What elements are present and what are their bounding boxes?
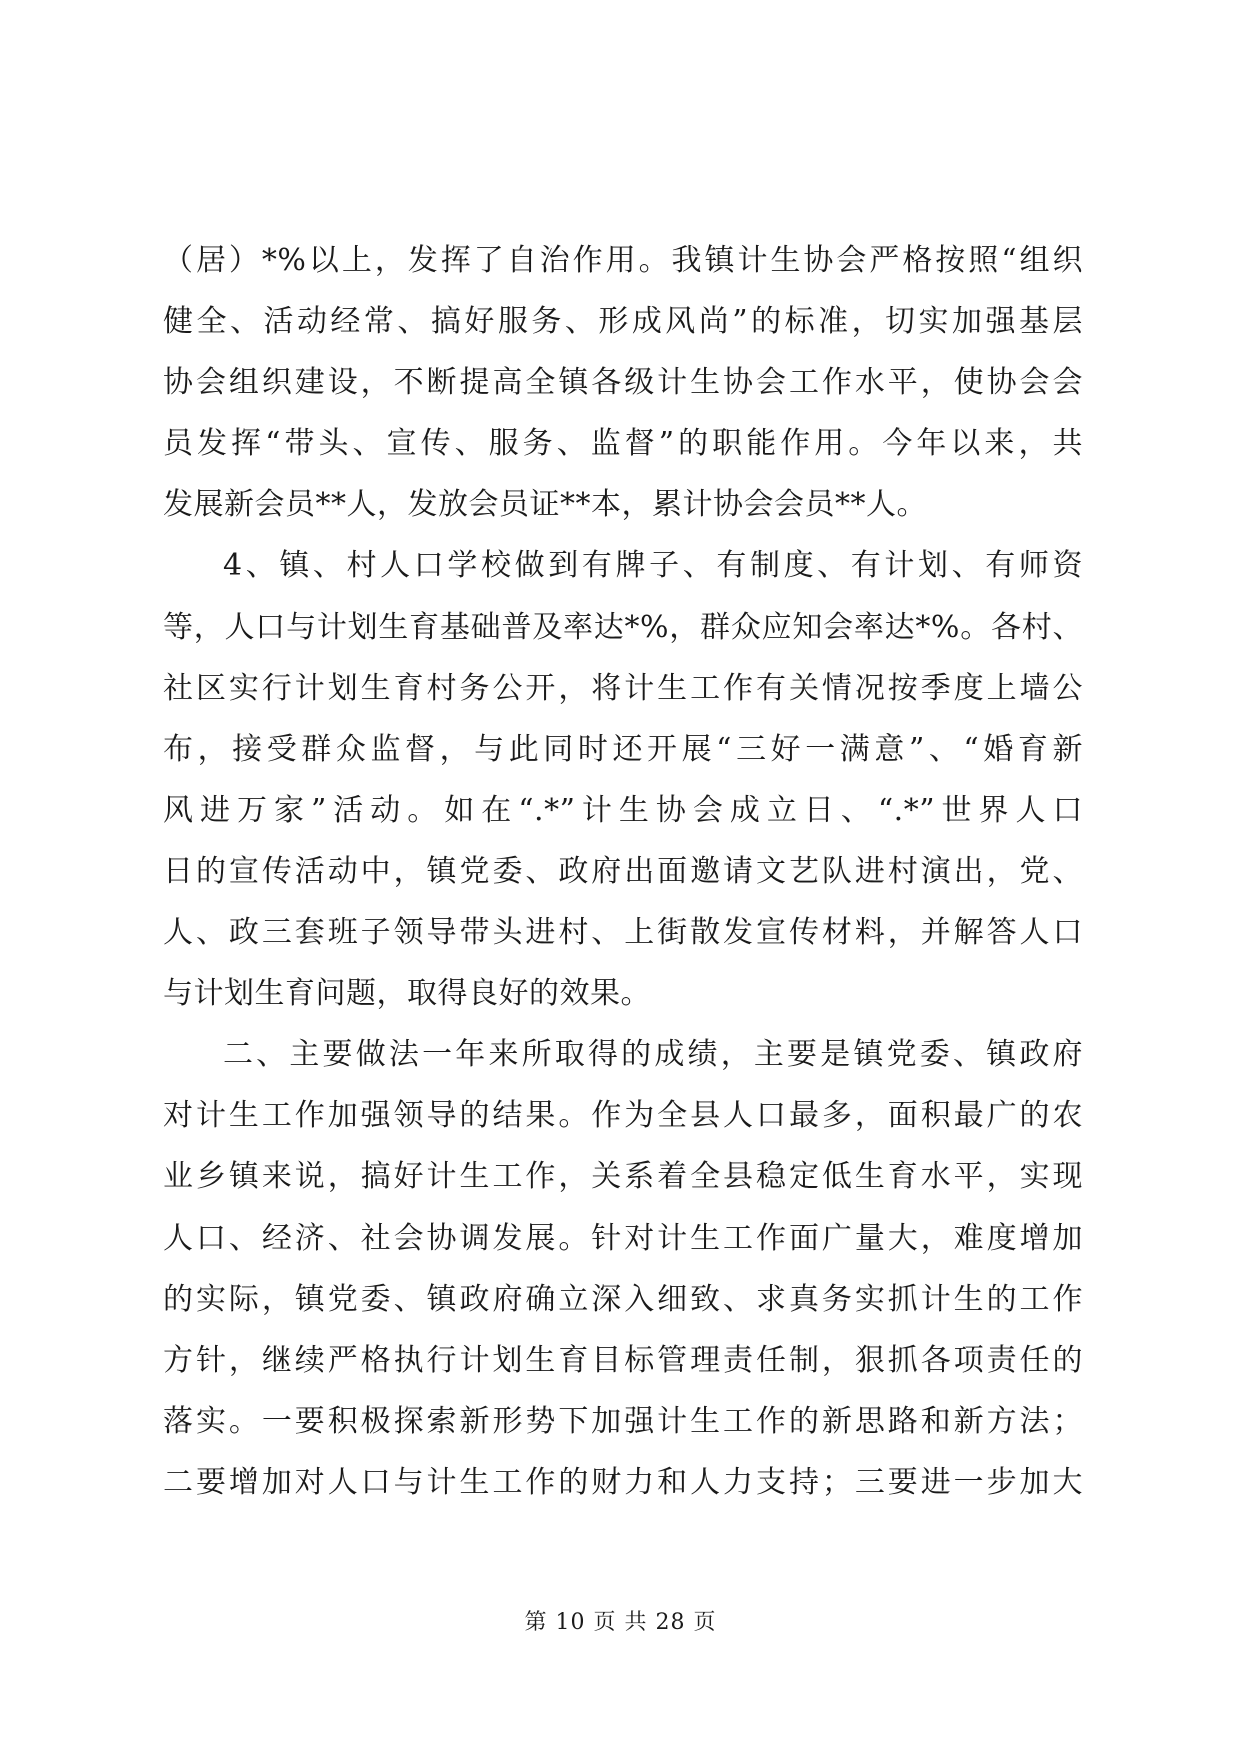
text-line: 人、政三套班子领导带头进村、上街散发宣传材料，并解答人口 [163, 915, 1083, 951]
text-line: 与计划生育问题，取得良好的效果。 [163, 976, 651, 1012]
body-text [163, 230, 1083, 1513]
text-line: 人口、经济、社会协调发展。针对计生工作面广量大，难度增加 [163, 1220, 1083, 1256]
text-line: 布，接受群众监督，与此同时还开展“三好一满意”、“婚育新 [163, 731, 1083, 767]
text-line: 等，人口与计划生育基础普及率达*%，群众应知会率达*%。各村、 [163, 609, 1083, 645]
text-line: 协会组织建设，不断提高全镇各级计生协会工作水平，使协会会 [163, 365, 1083, 401]
text-line: （居）*%以上，发挥了自治作用。我镇计生协会严格按照“组织 [163, 243, 1083, 278]
text-line: 方针，继续严格执行计划生育目标管理责任制，狠抓各项责任的 [163, 1342, 1083, 1378]
paragraph-first-line: 二、主要做法一年来所取得的成绩，主要是镇党委、镇政府 [223, 1037, 1083, 1073]
text-line: 社区实行计划生育村务公开，将计生工作有关情况按季度上墙公 [163, 670, 1083, 706]
text-line: 风进万家”活动。如在“.*”计生协会成立日、“.*”世界人口 [163, 792, 1083, 828]
text-line: 发展新会员**人，发放会员证**本，累计协会会员**人。 [163, 487, 927, 523]
text-line: 二要增加对人口与计生工作的财力和人力支持；三要进一步加大 [163, 1464, 1083, 1500]
paragraph-first-line: 4、镇、村人口学校做到有牌子、有制度、有计划、有师资 [223, 548, 1083, 584]
text-line: 的实际，镇党委、镇政府确立深入细致、求真务实抓计生的工作 [163, 1281, 1083, 1317]
text-line: 业乡镇来说，搞好计生工作，关系着全县稳定低生育水平，实现 [163, 1159, 1083, 1195]
text-line: 对计生工作加强领导的结果。作为全县人口最多，面积最广的农 [163, 1098, 1083, 1134]
text-line: 日的宣传活动中，镇党委、政府出面邀请文艺队进村演出，党、 [163, 853, 1083, 889]
text-line: 落实。一要积极探索新形势下加强计生工作的新思路和新方法； [163, 1403, 1083, 1439]
text-line: 健全、活动经常、搞好服务、形成风尚”的标准，切实加强基层 [163, 304, 1083, 340]
page-number-footer: 第 10 页 共 28 页 [524, 1610, 717, 1635]
text-line: 员发挥“带头、宣传、服务、监督”的职能作用。今年以来，共 [163, 426, 1083, 462]
